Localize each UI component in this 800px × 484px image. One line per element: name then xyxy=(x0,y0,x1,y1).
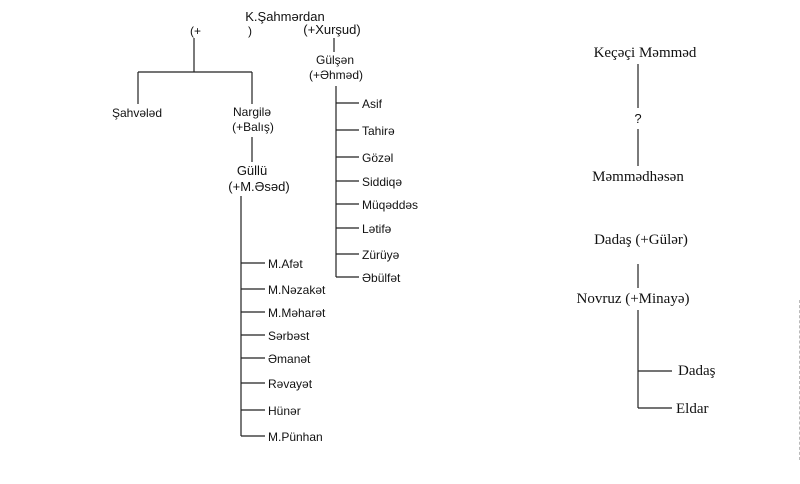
list-item: Gözəl xyxy=(362,151,394,165)
right-generation-2: Dadaş (+Gülər) xyxy=(594,232,688,248)
list-item: M.Nəzakət xyxy=(268,283,326,297)
page-edge xyxy=(796,300,800,460)
root-spouse-close: ) xyxy=(248,24,252,38)
grandchild-gullu: Güllü xyxy=(236,163,268,178)
list-item: Asif xyxy=(362,97,383,111)
list-item: Müqəddəs xyxy=(362,198,419,212)
child-gulshen: Gülşən xyxy=(315,53,355,67)
list-item: Hünər xyxy=(268,404,301,418)
right-generation-3: Novruz (+Minayə) xyxy=(576,291,690,307)
right-unknown: ? xyxy=(634,111,642,126)
child-nargile-spouse: (+Balış) xyxy=(232,120,274,134)
list-item: Rəvayət xyxy=(268,377,313,391)
child-gulshen-spouse: (+Əhməd) xyxy=(308,68,364,82)
list-item: Tahirə xyxy=(362,124,395,138)
list-item: Əbülfət xyxy=(362,271,401,285)
right-root: Keçəçi Məmməd xyxy=(593,45,697,61)
right-generation-1: Məmmədhəsən xyxy=(592,169,684,185)
child-shahveled: Şahvələd xyxy=(111,106,163,120)
grandchild-gullu-spouse: (+M.Əsəd) xyxy=(228,179,290,194)
list-item: M.Məharət xyxy=(268,306,326,320)
list-item: Əmanət xyxy=(268,352,311,366)
root-second-spouse: (+Xurşud) xyxy=(303,22,361,37)
child-nargile: Nargilə xyxy=(232,105,272,119)
root-spouse-open: (+ xyxy=(190,24,202,38)
list-item: Sərbəst xyxy=(268,329,310,343)
list-item: Lətifə xyxy=(362,222,392,236)
list-item: Siddiqə xyxy=(362,175,403,189)
right-child-dadash: Dadaş xyxy=(678,363,716,379)
list-item: M.Afət xyxy=(268,257,303,271)
list-item: M.Pünhan xyxy=(268,430,323,444)
root-person: K.Şahmərdan xyxy=(245,9,325,24)
list-item: Zürüyə xyxy=(362,248,400,262)
right-child-eldar: Eldar xyxy=(676,401,709,417)
